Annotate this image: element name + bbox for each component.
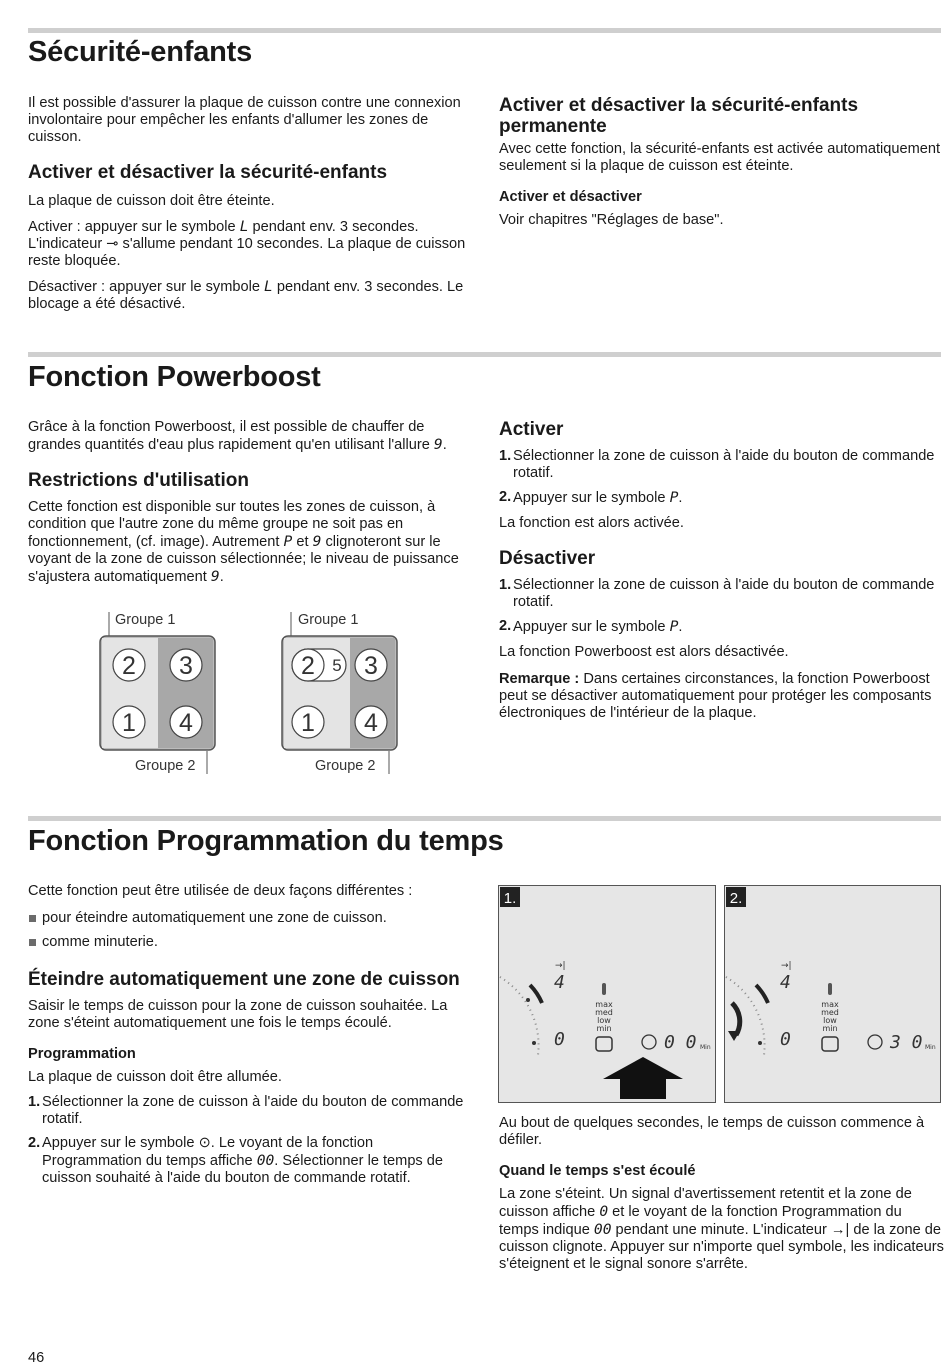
list-item: 2. Appuyer sur le symbole ⊙. Le voyant de la fonction Programmation du temps affiche 00. Sélectionner le temps de cuisson souhaité à l'aide du bouton de commande rotatif. [28, 1135, 444, 1186]
zone-level-digit: 0 [554, 1029, 565, 1050]
paragraph: Cette fonction est disponible sur toutes les zones de cuisson, à condition que l'autre zone du même groupe ne soit pas en fonctionnement, (cf. image). Autrement P et 9 clignoteront sur le voyant de la zone de cuisson sélectionnée; le niveau de puissance s'ajustera automatiquement 9. [28, 499, 459, 585]
key-indicator-icon: ⊸ [106, 236, 119, 252]
timer-zone-icon: →| [781, 961, 792, 971]
paragraph: Saisir le temps de cuisson pour la zone de cuisson souhaitée. La zone s'éteint automatiquement une fois le temps écoulé. [28, 998, 448, 1031]
subheading: Désactiver [499, 548, 596, 569]
boost-symbol-icon: P [283, 533, 293, 550]
child-lock-right-column [499, 95, 944, 237]
section-title-timer: Fonction Programmation du temps [28, 825, 504, 857]
paragraph: Au bout de quelques secondes, le temps de cuisson commence à défiler. [499, 1115, 925, 1148]
level-symbol-icon: 9 [433, 436, 443, 453]
control-panel-illustrations [498, 885, 941, 1103]
steps-list [499, 577, 944, 636]
powerboost-left-column [28, 419, 473, 594]
subheading: Activer et désactiver la sécurité-enfants permanente [499, 95, 859, 137]
note: Remarque : Dans certaines circonstances, la fonction Powerboost peut se désactiver automatiquement pour protéger les composants électroniques de l'intérieur de la plaque. [499, 671, 932, 721]
subheading: Éteindre automatiquement une zone de cuisson [28, 969, 460, 990]
steps-list [28, 1094, 473, 1187]
level-label: low [823, 1016, 837, 1025]
level-label: max [595, 1000, 613, 1009]
timer-display: 3 0 [890, 1032, 923, 1053]
timer-zone-icon: →| [555, 961, 566, 971]
paragraph: La zone s'éteint. Un signal d'avertissement retentit et la zone de cuisson affiche 0 et le voyant de la fonction Programmation du temps indique 00 pendant une minute. L'indicateur →| de la zone de cuisson clignote. Appuyer sur n'importe quel symbole, les indicateurs s'éteignent et le signal sonore s'arrête. [499, 1186, 944, 1272]
paragraph: Cette fonction peut être utilisée de deux façons différentes : [28, 883, 413, 899]
level-symbol-icon: 9 [312, 533, 322, 550]
paragraph: La plaque de cuisson doit être allumée. [28, 1069, 282, 1085]
zone-number: 4 [364, 709, 378, 737]
list-item: 2. Appuyer sur le symbole P. [499, 489, 683, 506]
powerboost-right-column [499, 419, 944, 730]
zone-level-digit: 0 [780, 1029, 791, 1050]
level-label: med [821, 1008, 839, 1017]
level-label: min [822, 1024, 838, 1033]
subheading: Activer et désactiver la sécurité-enfants [28, 162, 388, 183]
paragraph: Désactiver : appuyer sur le symbole L pendant env. 3 secondes. Le blocage a été désactivé. [28, 278, 464, 312]
zone-number: 1 [122, 709, 136, 737]
list-item: comme minuterie. [28, 934, 473, 951]
timer-symbol-icon: ⊙ [198, 1135, 211, 1151]
timer-display: 0 0 [664, 1032, 697, 1053]
timer-zone-icon: →| [830, 1222, 850, 1238]
paragraph: Voir chapitres "Réglages de base". [499, 212, 724, 228]
section-title-powerboost: Fonction Powerboost [28, 361, 321, 393]
paragraph: La fonction est alors activée. [499, 515, 684, 531]
level-label: min [596, 1024, 612, 1033]
list-item: 1. Sélectionner la zone de cuisson à l'aide du bouton de commande rotatif. [499, 577, 935, 610]
level-label: low [597, 1016, 611, 1025]
section-title-child-lock: Sécurité-enfants [28, 36, 253, 68]
zone-number: 4 [179, 709, 193, 737]
section-rule [28, 28, 941, 33]
subheading: Restrictions d'utilisation [28, 470, 249, 491]
zone-level-digit: 4 [554, 972, 565, 993]
level-symbol-icon: 9 [210, 568, 220, 585]
group-2-label: Groupe 2 [315, 758, 376, 774]
zone-number: 3 [364, 652, 378, 680]
paragraph: Grâce à la fonction Powerboost, il est possible de chauffer de grandes quantités d'eau plus rapidement qu'en utilisant l'allure 9. [28, 419, 447, 453]
page-number: 46 [28, 1350, 45, 1366]
step-badge: 1. [503, 890, 517, 907]
timer-left-column [28, 883, 473, 1195]
zone-display-symbol: 0 [599, 1203, 609, 1220]
timer-unit: Min [925, 1044, 936, 1051]
section-rule [28, 352, 941, 357]
bullet-list [28, 910, 473, 951]
list-item: 2. Appuyer sur le symbole P. [499, 618, 683, 635]
lock-symbol-icon: L [239, 218, 249, 235]
minor-heading: Quand le temps s'est écoulé [499, 1163, 696, 1179]
level-label: max [821, 1000, 839, 1009]
zone-number: 3 [179, 652, 193, 680]
timer-unit: Min [700, 1044, 711, 1051]
list-item: 1. Sélectionner la zone de cuisson à l'aide du bouton de commande rotatif. [499, 448, 935, 481]
paragraph: Avec cette fonction, la sécurité-enfants est activée automatiquement seulement si la plaque de cuisson est éteinte. [499, 141, 941, 174]
child-lock-left-column [28, 95, 473, 321]
section-rule [28, 816, 941, 821]
minor-heading: Activer et désactiver [499, 189, 642, 205]
paragraph: Activer : appuyer sur le symbole L pendant env. 3 secondes. L'indicateur ⊸ s'allume pendant 10 secondes. La plaque de cuisson reste bloquée. [28, 218, 466, 269]
lock-symbol-icon: L [264, 278, 273, 295]
paragraph: La fonction Powerboost est alors désactivée. [499, 644, 789, 660]
minor-heading: Programmation [28, 1046, 136, 1062]
control-panel-step-1 [499, 886, 716, 1103]
paragraph: La plaque de cuisson doit être éteinte. [28, 193, 275, 209]
steps-list [499, 448, 944, 507]
group-2-label: Groupe 2 [135, 758, 196, 774]
list-item: pour éteindre automatiquement une zone de cuisson. [28, 910, 473, 927]
paragraph: Il est possible d'assurer la plaque de cuisson contre une connexion involontaire pour empêcher les enfants d'allumer les zones de cuisson. [28, 95, 461, 145]
zone-number: 2 [122, 652, 136, 680]
level-label: med [595, 1008, 613, 1017]
group-1-label: Groupe 1 [298, 612, 359, 628]
zone-number-extended: 5 [332, 656, 342, 675]
cooktop-group-diagram [95, 608, 415, 778]
list-item: 1. Sélectionner la zone de cuisson à l'aide du bouton de commande rotatif. [28, 1094, 464, 1127]
group-1-label: Groupe 1 [115, 612, 176, 628]
zone-number: 1 [301, 709, 315, 737]
timer-display-symbol: 00 [256, 1152, 275, 1169]
zone-number: 2 [301, 652, 315, 680]
boost-symbol-icon: P [669, 489, 679, 506]
boost-symbol-icon: P [669, 618, 679, 635]
zone-level-digit: 4 [780, 972, 791, 993]
subheading: Activer [499, 419, 564, 440]
timer-display-symbol: 00 [593, 1221, 612, 1238]
step-badge: 2. [729, 890, 743, 907]
timer-right-column [499, 1115, 944, 1281]
control-panel-step-2 [725, 886, 941, 1103]
